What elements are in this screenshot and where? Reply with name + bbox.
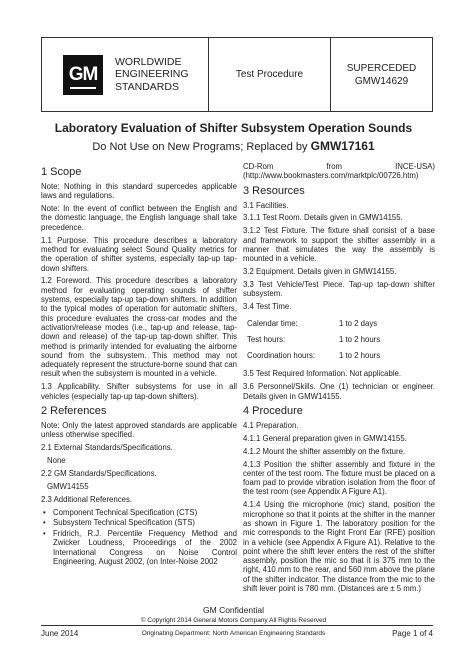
footer-page-number: Page 1 of 4 — [392, 629, 433, 638]
section-heading: 4 Procedure — [243, 404, 303, 417]
paragraph: 3.1 Facilities. — [243, 200, 289, 210]
paragraph: Note: In the event of conflict between the English and the domestic language, the English language shall take precedence. — [41, 204, 237, 232]
doc-number: GMW14629 — [354, 75, 409, 87]
paragraph: CD-Rom from INCE-USA) — [243, 162, 435, 171]
paragraph: 3.1.1 Test Room. Details given in GMW14155. — [243, 213, 403, 223]
paragraph: 4.1.4 Using the microphone (mic) stand, position the microphone so that it points at the shifter in the manner as shown in Figure 1. The laboratory position for the mic corresponds to the Right Front Ear (RFE) position in a vehicle (see Appendix A Figure A1). Relative to the point where the shift lever enters the rest of the shifter assembly, position the mic so that it is 375 mm to the right, 410 mm to the rear, and 560 mm above the plane of the shifter indicator. The distance from the mic to the shift lever point is 780 mm. (Distances are ± 5 mm.) — [243, 500, 435, 594]
right-column — [243, 162, 435, 597]
reference-list — [41, 508, 237, 567]
paragraph: 3.1.2 Test Fixture. The fixture shall consist of a base and framework to support the shifter assembly in a manner that simulates the way the assembly is mounted in a vehicle. — [243, 226, 435, 264]
paragraph: 1.2 Foreword. This procedure describes a laboratory method for evaluating operating sounds of shifter systems, especially tap-up tap-down shifters. In addition to the typical modes of operation for automatic shifters, this procedure evaluates the cross-car modes and the activation/release modes (i.e., tap-up and release, tap-down and release) of the tap-up tap-down shifter. This method is primarily intended for evaluating the airborne sound from the subsystem. This method may not adequately represent the structure-borne sound that can result when the subsystem is mounted in a vehicle. — [41, 276, 237, 379]
doc-status-block — [331, 38, 432, 111]
list-item: • Subsystem Technical Specification (STS) — [41, 518, 237, 527]
list-item: • Component Technical Specification (CTS) — [41, 508, 237, 517]
paragraph: GMW14155 — [47, 481, 89, 491]
paragraph: Note: Only the latest approved standards are applicable unless otherwise specified. — [41, 420, 237, 440]
paragraph: 1.1 Purpose. This procedure describes a laboratory method for evaluating select Sound Quality metrics for the operation of shifter systems, especially tap-up tap-down shifters. — [41, 235, 237, 273]
standards-label: WORLDWIDE ENGINEERING STANDARDS — [115, 55, 189, 93]
paragraph: 2.1 External Standards/Specifications. — [41, 443, 173, 453]
doc-status: SUPERCEDED — [346, 62, 417, 74]
gm-logo: GM — [63, 55, 103, 95]
paragraph: 4.1.1 General preparation given in GMW14155. — [243, 433, 407, 443]
paragraph: (http://www.bookmasters.com/marktplc/00726.htm) — [243, 171, 419, 181]
footer-origin: Originating Department: North American Engineering Standards — [141, 630, 326, 637]
section-heading: 3 Resources — [243, 184, 305, 197]
paragraph: 3.3 Test Vehicle/Test Piece. Tap-up tap-down shifter subsystem. — [243, 280, 435, 299]
section-heading: 1 Scope — [41, 166, 82, 178]
table-row: Coordination hours: 1 to 2 hours — [247, 351, 381, 361]
left-column — [41, 162, 237, 569]
document-subtitle: Do Not Use on New Programs; Replaced by GMW17161 — [92, 139, 375, 153]
paragraph: None — [47, 455, 66, 465]
paragraph: 4.1.2 Mount the shifter assembly on the fixture. — [243, 446, 406, 456]
copyright-notice: © Copyright 2014 General Motors Company All Rights Reserved — [140, 617, 327, 624]
test-time-table — [247, 316, 380, 365]
paragraph: 3.5 Test Required Information. Not applicable. — [243, 369, 402, 379]
confidential-label: GM Confidential — [203, 605, 264, 615]
doc-type: Test Procedure — [209, 38, 331, 111]
paragraph: 3.4 Test Time. — [243, 302, 292, 312]
list-item: • Fridrich, R.J. Percentile Frequency Method and Zwicker Loudness, Proceedings of the 2002 International Congress on Noise Control Engineering, August 2002, (on Inter-Noise 2002 — [41, 529, 237, 566]
document-header — [41, 37, 433, 112]
footer-date: June 2014 — [41, 629, 79, 638]
paragraph: Note: Nothing in this standard supercedes applicable laws and regulations. — [41, 182, 237, 201]
paragraph: 2.2 GM Standards/Specifications. — [41, 468, 157, 478]
table-row: Calendar time: 1 to 2 days — [247, 318, 378, 328]
paragraph: 3.6 Personnel/Skills. One (1) technician or engineer. Details given in GMW14155. — [243, 382, 435, 401]
footer-divider — [41, 625, 433, 626]
document-title: Laboratory Evaluation of Shifter Subsystem Operation Sounds — [54, 121, 413, 135]
header-brand — [42, 38, 209, 111]
replacement-standard: GMW17161 — [310, 139, 375, 153]
paragraph: 4.1 Preparation. — [243, 420, 299, 430]
section-heading: 2 References — [41, 404, 107, 417]
table-row: Test hours: 1 to 2 hours — [247, 334, 381, 344]
paragraph: 3.2 Equipment. Details given in GMW14155. — [243, 267, 397, 277]
paragraph: 4.1.3 Position the shifter assembly and fixture in the center of the test room. The fixture must be placed on a foam pad to provide vibration isolation from the floor of the test room (see Appendix A Figure A1). — [243, 459, 435, 497]
paragraph: 2.3 Additional References. — [41, 494, 133, 504]
paragraph: 1.3 Applicability. Shifter subsystems for use in all vehicles (especially tap-up tap-down shifters). — [41, 382, 237, 401]
